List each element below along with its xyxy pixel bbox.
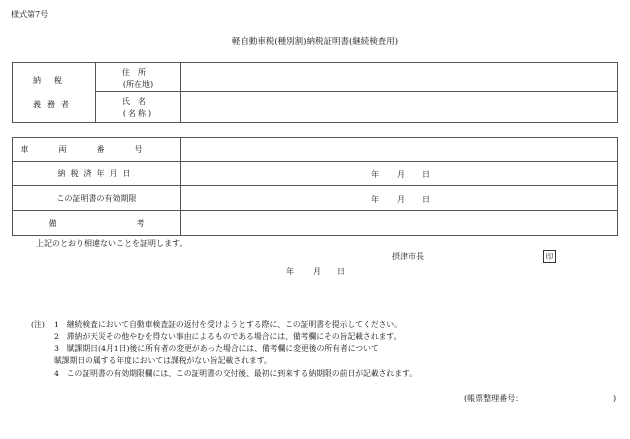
issue-date-month: 月 bbox=[313, 267, 321, 276]
issue-date-year: 年 bbox=[286, 267, 294, 276]
ledger-number-label: (帳票整理番号： bbox=[464, 394, 524, 403]
vehicle-number-row bbox=[13, 138, 180, 161]
document-title: 軽自動車税(種別割)納税証明書(継続検査用) bbox=[231, 37, 399, 47]
address-sublabel: (所在地) bbox=[122, 79, 154, 89]
payment-date-label: 納税済年月日 bbox=[57, 169, 136, 178]
notes-prefix: (注) bbox=[31, 320, 45, 329]
note-item-3: 3 賦課期日(4月1日)後に所有者の変更があった場合には、備考欄に変更後の所有者について bbox=[54, 344, 379, 353]
payment-date-month: 月 bbox=[397, 170, 405, 179]
ledger-number-close: ) bbox=[613, 394, 617, 403]
note-item-2: 2 滞納が天災その他やむを得ない事由によるものである場合には、備考欄にその旨記載されます。 bbox=[54, 332, 402, 341]
seal-mark: 印 bbox=[543, 250, 556, 263]
validity-day: 日 bbox=[422, 195, 430, 204]
note-item-4: 4 この証明書の有効期限欄には、この証明書の交付後、最初に到来する納期限の前日が記載されます。 bbox=[54, 369, 417, 378]
vehicle-number-label: 車両番号 bbox=[20, 145, 173, 154]
certification-text: 上記のとおり相違ないことを証明します。 bbox=[36, 239, 188, 248]
validity-year: 年 bbox=[371, 195, 379, 204]
payment-date-year: 年 bbox=[371, 170, 379, 179]
name-sublabel: (名称) bbox=[122, 108, 154, 118]
validity-label: この証明書の有効期限 bbox=[56, 193, 137, 203]
note-item-1: 1 継続検査において自動車検査証の返付を受けようとする際に、この証明書を提示してください。 bbox=[54, 320, 403, 329]
remarks-label: 備考 bbox=[48, 218, 225, 228]
taxpayer-label-line2: 義務者 bbox=[33, 99, 75, 109]
payment-date-day: 日 bbox=[422, 170, 430, 179]
form-number: 様式第7号 bbox=[11, 10, 49, 19]
name-label: 氏名 bbox=[122, 96, 154, 106]
issue-date-day: 日 bbox=[337, 267, 345, 276]
taxpayer-label-line1: 納税 bbox=[33, 75, 75, 85]
note-item-3-continued: 賦課期日の属する年度においては課税がない旨記載されます。 bbox=[54, 356, 272, 365]
validity-month: 月 bbox=[397, 195, 405, 204]
issuer-name: 摂津市長 bbox=[392, 252, 424, 261]
address-label: 住所 bbox=[122, 67, 154, 77]
